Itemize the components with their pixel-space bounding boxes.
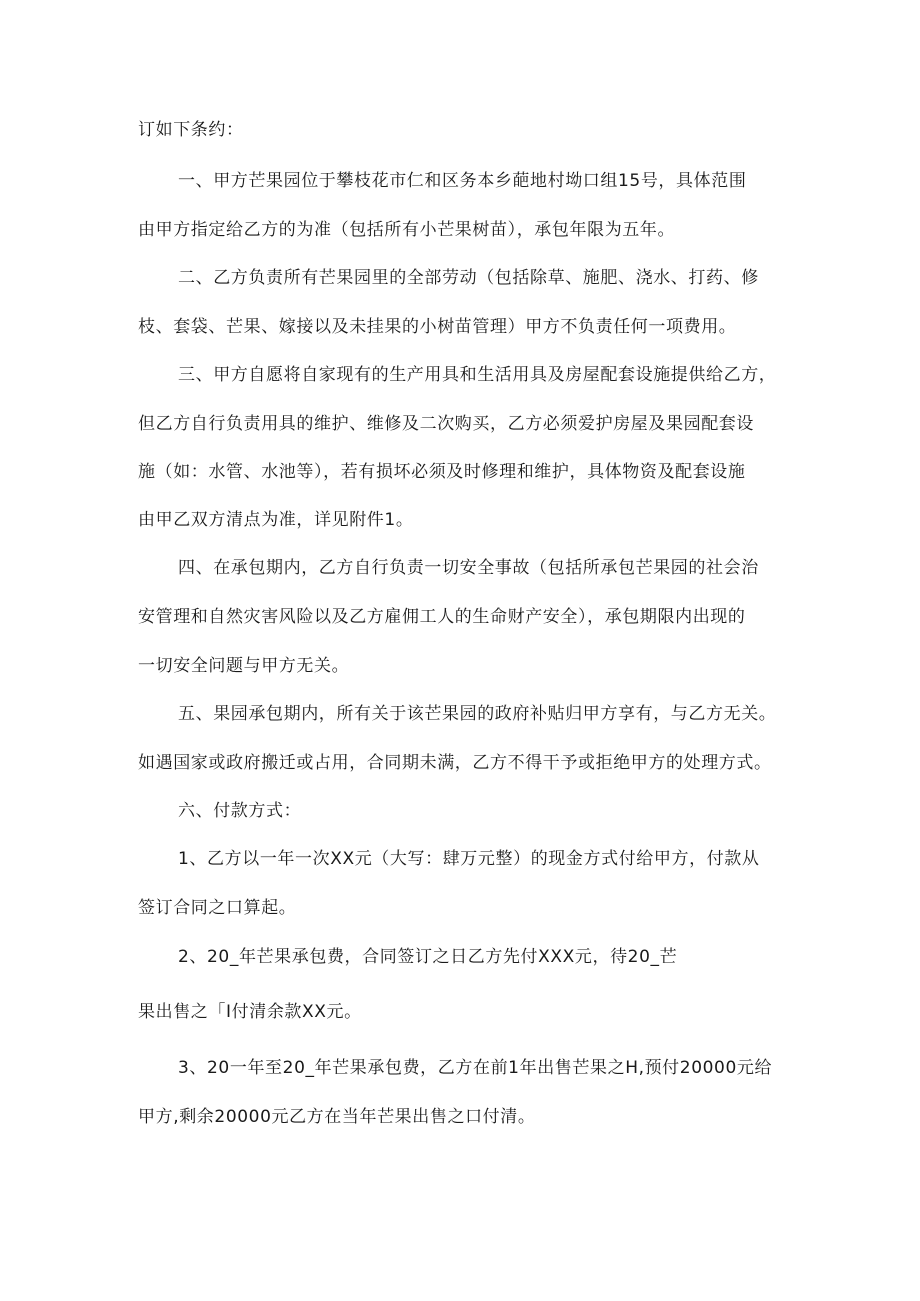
text-line: 一切安全问题与甲方无关。 [138, 656, 350, 676]
text-line: 3、20一年至20_年芒果承包费，乙方在前1年出售芒果之H,预付20000元给 [178, 1058, 773, 1078]
text-line: 订如下条约： [138, 120, 244, 140]
text-line: 安管理和自然灾害风险以及乙方雇佣工人的生命财产安全），承包期限内出现的 [138, 607, 746, 627]
text-line: 四、在承包期内，乙方自行负责一切安全事故（包括所承包芒果园的社会治 [178, 558, 759, 578]
text-line: 由甲方指定给乙方的为准（包括所有小芒果树苗），承包年限为五年。 [138, 220, 676, 240]
text-line: 如遇国家或政府搬迁或占用，合同期未满，乙方不得干予或拒绝甲方的处理方式。 [138, 753, 772, 773]
text-line: 签订合同之口算起。 [138, 898, 297, 918]
text-line: 五、果园承包期内，所有关于该芒果园的政府补贴归甲方享有，与乙方无关。 [178, 704, 777, 724]
text-line: 2、20_年芒果承包费，合同签订之日乙方先付XXX元，待20_芒 [178, 947, 678, 967]
text-line: 二、乙方负责所有芒果园里的全部劳动（包括除草、施肥、浇水、打药、修 [178, 268, 759, 288]
text-line: 三、甲方自愿将自家现有的生产用具和生活用具及房屋配套设施提供给乙方， [178, 365, 777, 385]
text-line: 施（如：水管、水池等），若有损坏必须及时修理和维护，具体物资及配套设施 [138, 462, 746, 482]
text-line: 一、甲方芒果园位于攀枝花市仁和区务本乡葩地村坳口组15号，具体范围 [178, 171, 747, 191]
text-line: 枝、套袋、芒果、嫁接以及未挂果的小树苗管理）甲方不负责任何一项费用。 [138, 317, 737, 337]
text-line: 但乙方自行负责用具的维护、维修及二次购买，乙方必须爱护房屋及果园配套设 [138, 414, 754, 434]
text-line: 由甲乙双方清点为准，详见附件1。 [138, 510, 414, 530]
text-line: 果出售之「I付清余款XX元。 [138, 1002, 362, 1022]
text-line: 1、乙方以一年一次XX元（大写：肆万元整）的现金方式付给甲方，付款从 [178, 849, 760, 869]
text-line: 六、付款方式： [178, 801, 302, 821]
text-line: 甲方,剩余20000元乙方在当年芒果出售之口付清。 [138, 1107, 536, 1127]
